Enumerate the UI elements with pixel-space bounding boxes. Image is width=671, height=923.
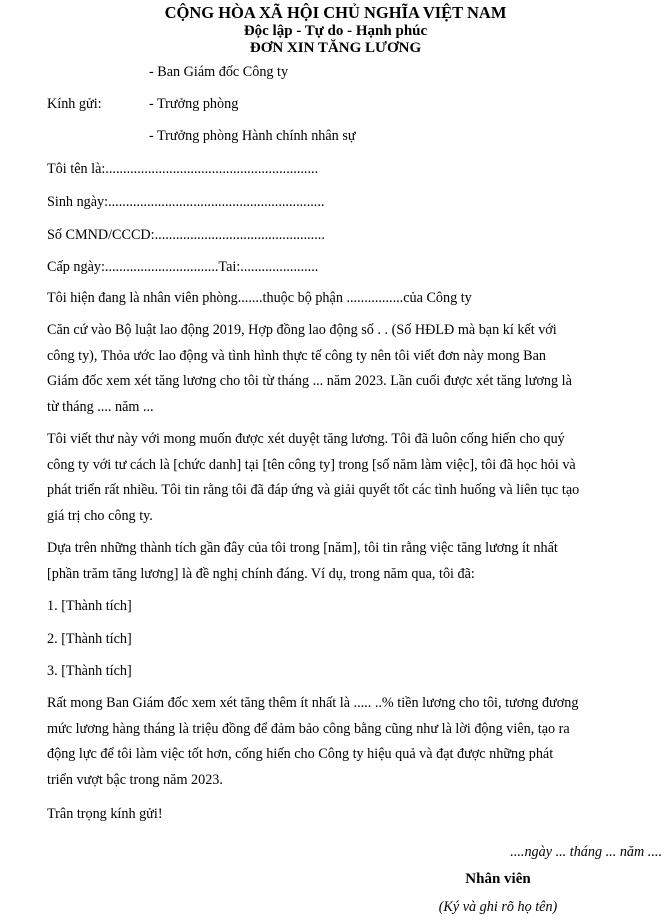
paragraph-line: Giám đốc xem xét tăng lương cho tôi từ tháng ... năm 2023. Lần cuối được xét tăng lương là <box>47 373 572 390</box>
paragraph-line: động lực để tôi làm việc tốt hơn, cống hiến cho Công ty hiệu quả và đạt được những phát <box>47 746 554 763</box>
paragraph-line: [phần trăm tăng lương] là đề nghị chính đáng. Ví dụ, trong năm qua, tôi đã: <box>47 565 475 582</box>
achievement-item: 1. [Thành tích] <box>47 598 132 614</box>
signature-date: ....ngày ... tháng ... năm .... <box>510 844 662 860</box>
paragraph-line: công ty), Thỏa ước lao động và tình hình thực tế công ty nên tôi viết đơn này mong Ban <box>47 347 547 364</box>
id-number-field: Số CMND/CCCD:................................................ <box>47 227 325 243</box>
paragraph-motivation <box>47 427 627 530</box>
paragraph-basis <box>47 318 627 421</box>
paragraph-line: giá trị cho công ty. <box>47 508 153 525</box>
closing-line: Trân trọng kính gửi! <box>47 806 163 822</box>
issue-date-field: Cấp ngày:................................Tai:...................... <box>47 259 319 275</box>
paragraph-line: Tôi viết thư này với mong muốn được xét duyệt tăng lương. Tôi đã luôn cống hiến cho quý <box>47 431 565 447</box>
paragraph-line: Rất mong Ban Giám đốc xem xét tăng thêm ít nhất là ..... ..% tiền lương cho tôi, tương đương <box>47 695 579 711</box>
paragraph-request <box>47 691 627 794</box>
paragraph-line: mức lương hàng tháng là triệu đồng để đảm bảo công bằng cũng như là lời động viên, tạo ra <box>47 720 570 737</box>
recipient-label: Kính gửi: <box>47 96 102 112</box>
national-title: CỘNG HÒA XÃ HỘI CHỦ NGHĨA VIỆT NAM <box>164 3 507 22</box>
signature-note: (Ký và ghi rõ họ tên) <box>438 899 558 915</box>
paragraph-line: Căn cứ vào Bộ luật lao động 2019, Hợp đồng lao động số . . (Số HĐLĐ mà bạn kí kết với <box>47 322 557 338</box>
signature-role: Nhân viên <box>465 871 531 887</box>
employee-info-field: Tôi hiện đang là nhân viên phòng.......thuộc bộ phận ................của Công ty <box>47 290 472 306</box>
name-field: Tôi tên là:............................................................ <box>47 161 319 177</box>
paragraph-line: triển vượt bậc trong năm 2023. <box>47 772 223 789</box>
recipient-item: - Ban Giám đốc Công ty <box>149 64 289 80</box>
document-title: ĐƠN XIN TĂNG LƯƠNG <box>249 40 422 56</box>
paragraph-achievements-intro <box>47 536 627 587</box>
national-motto: Độc lập - Tự do - Hạnh phúc <box>243 23 428 39</box>
paragraph-line: từ tháng .... năm ... <box>47 399 154 416</box>
dob-field: Sinh ngày:............................................................. <box>47 194 325 210</box>
recipient-item: - Trưởng phòng <box>149 96 239 112</box>
paragraph-line: công ty với tư cách là [chức danh] tại [tên công ty] trong [số năm làm việc], tôi đã học hỏi và <box>47 456 576 473</box>
achievement-item: 2. [Thành tích] <box>47 631 132 647</box>
recipient-item: - Trưởng phòng Hành chính nhân sự <box>149 128 356 144</box>
paragraph-line: Dựa trên những thành tích gần đây của tôi trong [năm], tôi tin rằng việc tăng lương ít nhất <box>47 540 558 556</box>
achievement-item: 3. [Thành tích] <box>47 663 132 679</box>
paragraph-line: phát triển rất nhiều. Tôi tin rằng tôi đã đáp ứng và giải quyết tốt các tình huống và liên tục tạo <box>47 482 580 499</box>
